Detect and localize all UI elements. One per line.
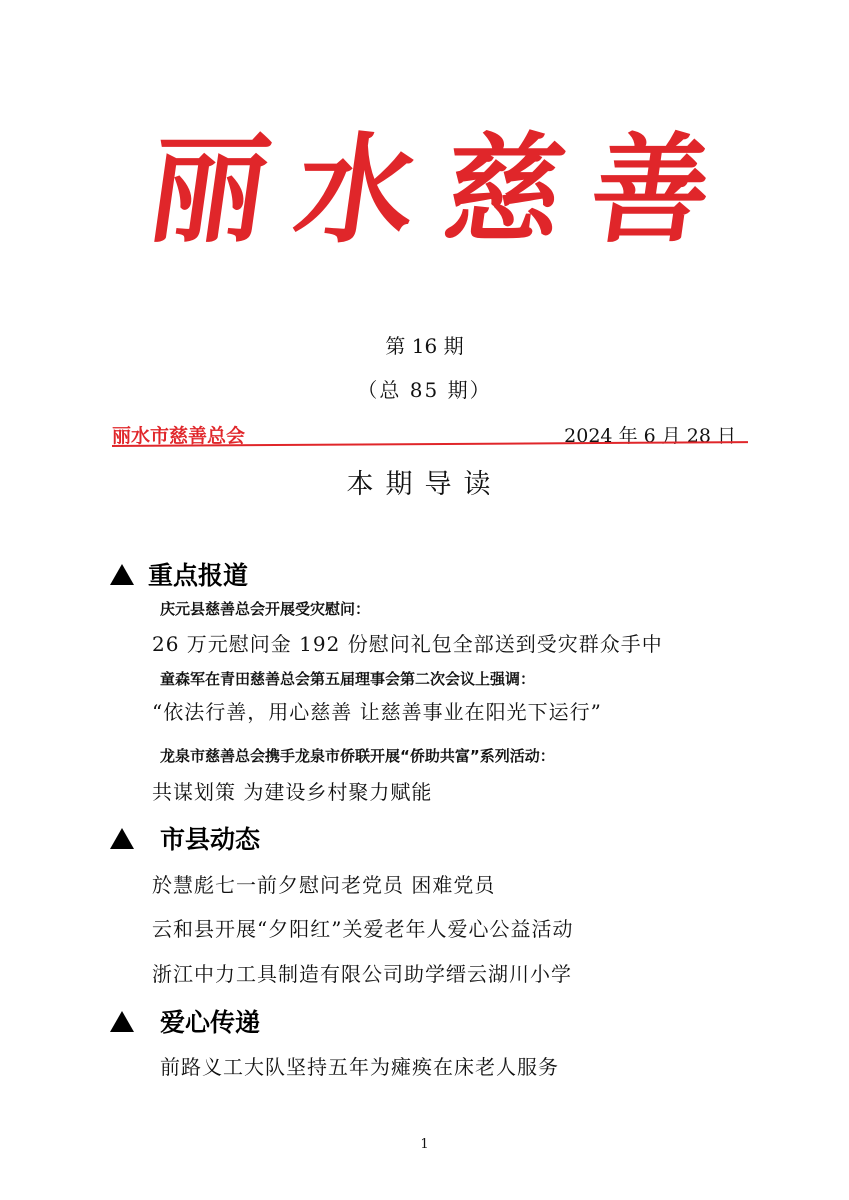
masthead-char-3: 慈 [434,120,573,259]
section-heading-local-news [110,820,260,856]
toc-title: 本期导读 [346,469,503,500]
issue-number: 第 16 期 [385,334,464,358]
toc-item-headline: 前路义工大队坚持五年为瘫痪在床老人服务 [160,1055,559,1079]
section-heading-key-reports [110,556,248,592]
toc-item-headline: 浙江中力工具制造有限公司助学缙云湖川小学 [152,962,572,986]
section-heading-text: 市县动态 [160,825,261,854]
toc-item-headline: 共谋划策 为建设乡村聚力赋能 [152,780,433,804]
org-name: 丽水市慈善总会 [112,425,246,447]
toc-item-lead: 龙泉市慈善总会携手龙泉市侨联开展“侨助共富”系列活动： [160,747,555,765]
issue-total: （总 85 期） [357,378,492,402]
toc-item-headline: 云和县开展“夕阳红”关爱老年人爱心公益活动 [152,917,574,941]
triangle-bullet-icon [110,828,134,849]
section-heading-text: 重点报道 [148,561,249,590]
toc-item-lead: 童森军在青田慈善总会第五届理事会第二次会议上强调： [160,670,536,688]
toc-item-headline: “依法行善，用心慈善 让慈善事业在阳光下运行” [152,700,602,724]
triangle-bullet-icon [110,1011,134,1032]
masthead-char-1: 丽 [140,120,278,259]
section-heading-love-relay [110,1003,260,1039]
toc-item-headline: 26 万元慰问金 192 份慰问礼包全部送到受灾群众手中 [152,632,663,656]
page-number: 1 [420,1137,429,1152]
masthead-logo [140,120,720,260]
toc-item-headline: 於慧彪七一前夕慰问老党员 困难党员 [152,873,496,897]
masthead-char-4: 善 [582,120,720,259]
toc-item-lead: 庆元县慈善总会开展受灾慰问： [160,600,371,618]
issue-date: 2024 年 6 月 28 日 [564,425,736,447]
masthead-char-2: 水 [287,120,426,259]
triangle-bullet-icon [110,564,134,585]
section-heading-text: 爱心传递 [160,1008,261,1037]
